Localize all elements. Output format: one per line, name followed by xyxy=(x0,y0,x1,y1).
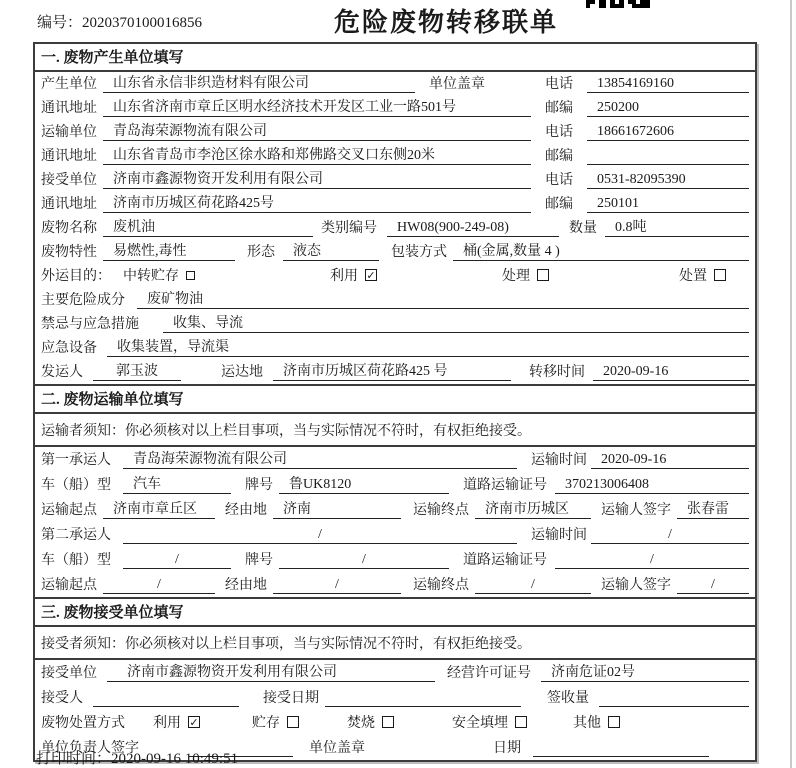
end2-label: 运输终点 xyxy=(413,578,469,593)
phone2-value: 18661672606 xyxy=(587,124,749,141)
sign2-label: 运输人签字 xyxy=(601,578,671,593)
row-receive-unit-s3 xyxy=(35,660,755,685)
packing-label: 包装方式 xyxy=(391,245,447,260)
via1-value: 济南 xyxy=(273,498,401,519)
disposal-option-landfill xyxy=(452,712,527,732)
receive-unit-label: 接受单位 xyxy=(41,173,97,188)
form-value: 液态 xyxy=(283,240,379,261)
disposal-option-other xyxy=(573,712,620,732)
sign-qty-label: 签收量 xyxy=(547,691,589,706)
row-waste-name xyxy=(35,216,755,240)
section1-header: 一. 废物产生单位填写 xyxy=(35,44,755,72)
equipment-value: 收集装置，导流渠 xyxy=(107,336,749,357)
row-addr1 xyxy=(35,96,755,120)
origin1-label: 运输起点 xyxy=(41,503,97,518)
taboo-label: 禁忌与应急措施 xyxy=(41,317,139,332)
carrier2-value: / xyxy=(123,527,517,544)
phone3-label: 电话 xyxy=(545,173,573,188)
receiver-value xyxy=(93,690,239,707)
phone1-label: 电话 xyxy=(545,77,573,92)
end1-label: 运输终点 xyxy=(413,503,469,518)
zip1-value: 250200 xyxy=(587,100,749,117)
row-receiver xyxy=(35,685,755,710)
quantity-label: 数量 xyxy=(569,221,597,236)
row-transport-unit xyxy=(35,120,755,144)
row-route2 xyxy=(35,572,755,597)
sign2-value: / xyxy=(677,577,749,594)
license1-label: 道路运输证号 xyxy=(463,478,547,493)
purpose-option-dispose xyxy=(679,265,726,285)
dest-label: 运达地 xyxy=(221,365,263,380)
time1-value: 2020-09-16 xyxy=(591,452,749,469)
section3-notice: 接受者须知：你必须核对以上栏目事项，当与实际情况不符时，有权拒绝接受。 xyxy=(35,627,755,660)
dest-value: 济南市历城区荷花路425 号 xyxy=(273,360,511,381)
document-number xyxy=(37,11,202,32)
sign-qty-value xyxy=(599,690,749,707)
plate2-label: 牌号 xyxy=(245,553,273,568)
vehicle2-label: 车（船）型 xyxy=(41,553,111,568)
checkbox-label: 处理 xyxy=(502,269,530,284)
via2-value: / xyxy=(273,577,401,594)
end2-value: / xyxy=(475,577,591,594)
zip2-label: 邮编 xyxy=(545,149,573,164)
purpose-option-use xyxy=(330,265,377,285)
equipment-label: 应急设备 xyxy=(41,341,97,356)
phone2-label: 电话 xyxy=(545,125,573,140)
transport-unit-label: 运输单位 xyxy=(41,125,97,140)
checkbox-icon: ✓ xyxy=(189,716,199,729)
plate2-value: / xyxy=(279,552,449,569)
form-label: 形态 xyxy=(247,245,275,260)
sign1-label: 运输人签字 xyxy=(601,503,671,518)
page-edge-line xyxy=(790,0,792,768)
purpose-label: 外运目的： xyxy=(41,269,111,284)
end1-value: 济南市历城区 xyxy=(475,498,591,519)
row-waste-character xyxy=(35,240,755,264)
hazard-label: 主要危险成分 xyxy=(41,293,125,308)
section2-notice: 运输者须知：你必须核对以上栏目事项，当与实际情况不符时，有权拒绝接受。 xyxy=(35,414,755,447)
row-purpose xyxy=(35,264,755,288)
carrier1-label: 第一承运人 xyxy=(41,453,111,468)
character-label: 废物特性 xyxy=(41,245,97,260)
waste-name-value: 废机油 xyxy=(103,216,313,237)
carrier1-value: 青岛海荣源物流有限公司 xyxy=(123,448,517,469)
checkbox-icon xyxy=(287,716,299,728)
origin1-value: 济南市章丘区 xyxy=(103,498,215,519)
checkbox-icon: ✓ xyxy=(366,269,376,282)
page-title: 危险废物转移联单 xyxy=(334,8,559,37)
row-receive-unit xyxy=(35,168,755,192)
via2-label: 经由地 xyxy=(225,578,267,593)
zip1-label: 邮编 xyxy=(545,101,573,116)
purpose-option-treat xyxy=(502,265,549,285)
addr1-label: 通讯地址 xyxy=(41,101,97,116)
disposal-label: 废物处置方式 xyxy=(41,716,125,731)
checkbox-icon xyxy=(382,716,394,728)
receive-unit-value: 济南市鑫源物资开发利用有限公司 xyxy=(107,661,435,682)
taboo-value: 收集、导流 xyxy=(163,312,749,333)
transfer-form xyxy=(33,42,757,762)
row-route1 xyxy=(35,497,755,522)
print-time xyxy=(36,747,238,768)
vehicle1-value: 汽车 xyxy=(123,473,231,494)
zip3-value: 250101 xyxy=(587,196,749,213)
phone3-value: 0531-82095390 xyxy=(587,172,749,189)
checkbox-label: 安全填埋 xyxy=(452,716,508,731)
character-value: 易燃性,毒性 xyxy=(103,240,235,261)
category-label: 类别编号 xyxy=(321,221,377,236)
origin2-label: 运输起点 xyxy=(41,578,97,593)
permit-label: 经营许可证号 xyxy=(447,666,531,681)
hazard-value: 废矿物油 xyxy=(137,288,749,309)
receive-date-value xyxy=(325,690,521,707)
unit-seal-label: 单位盖章 xyxy=(429,77,485,92)
row-carrier1 xyxy=(35,447,755,472)
receive-unit-value: 济南市鑫源物资开发利用有限公司 xyxy=(103,168,531,189)
plate1-value: 鲁UK8120 xyxy=(279,473,449,494)
addr3-value: 济南市历城区荷花路425号 xyxy=(103,192,531,213)
transfer-time-value: 2020-09-16 xyxy=(593,364,749,381)
date-value xyxy=(533,740,709,757)
row-produce-unit xyxy=(35,72,755,96)
category-value: HW08(900-249-08) xyxy=(387,220,559,237)
print-time-label: 打印时间： xyxy=(36,751,112,767)
addr3-label: 通讯地址 xyxy=(41,197,97,212)
via1-label: 经由地 xyxy=(225,503,267,518)
checkbox-label: 贮存 xyxy=(252,716,280,731)
addr1-value: 山东省济南市章丘区明水经济技术开发区工业一路501号 xyxy=(103,96,531,117)
addr2-value: 山东省青岛市李沧区徐水路和郑佛路交叉口东侧20米 xyxy=(103,144,531,165)
unit-seal-label-s3: 单位盖章 xyxy=(309,741,365,756)
addr2-label: 通讯地址 xyxy=(41,149,97,164)
checkbox-label: 处置 xyxy=(679,269,707,284)
time1-label: 运输时间 xyxy=(531,453,587,468)
row-disposal xyxy=(35,710,755,735)
plate1-label: 牌号 xyxy=(245,478,273,493)
row-sender xyxy=(35,360,755,384)
checkbox-icon xyxy=(608,716,620,728)
checkbox-label: 其他 xyxy=(573,716,601,731)
sender-value: 郭玉波 xyxy=(93,360,181,381)
zip3-label: 邮编 xyxy=(545,197,573,212)
zip2-value xyxy=(587,148,749,165)
time2-value: / xyxy=(591,527,749,544)
license1-value: 370213006408 xyxy=(555,477,749,494)
produce-unit-value: 山东省永信非织造材料有限公司 xyxy=(103,72,415,93)
row-vehicle1 xyxy=(35,472,755,497)
license2-label: 道路运输证号 xyxy=(463,553,547,568)
disposal-option-use xyxy=(153,712,200,732)
qr-code-fragment xyxy=(586,0,650,9)
checkbox-icon xyxy=(537,269,549,281)
quantity-value: 0.8吨 xyxy=(605,216,749,237)
vehicle1-label: 车（船）型 xyxy=(41,478,111,493)
sender-label: 发运人 xyxy=(41,365,83,380)
receive-date-label: 接受日期 xyxy=(263,691,319,706)
checkbox-label: 利用 xyxy=(330,269,358,284)
time2-label: 运输时间 xyxy=(531,528,587,543)
row-equipment xyxy=(35,336,755,360)
purpose-option-storage xyxy=(123,265,195,285)
origin2-value: / xyxy=(103,577,215,594)
checkbox-label: 焚烧 xyxy=(347,716,375,731)
row-addr2 xyxy=(35,144,755,168)
section3-header: 三. 废物接受单位填写 xyxy=(35,597,755,627)
row-taboo xyxy=(35,312,755,336)
waste-name-label: 废物名称 xyxy=(41,221,97,236)
checkbox-label: 中转贮存 xyxy=(123,269,179,284)
permit-value: 济南危证02号 xyxy=(541,661,749,682)
row-vehicle2 xyxy=(35,547,755,572)
disposal-option-burn xyxy=(347,712,394,732)
document-number-label: 编号： xyxy=(37,15,83,31)
checkbox-icon xyxy=(714,269,726,281)
row-addr3 xyxy=(35,192,755,216)
checkbox-icon xyxy=(515,716,527,728)
transport-unit-value: 青岛海荣源物流有限公司 xyxy=(103,120,531,141)
row-hazard xyxy=(35,288,755,312)
receive-unit-label: 接受单位 xyxy=(41,666,97,681)
produce-unit-label: 产生单位 xyxy=(41,77,97,92)
license2-value: / xyxy=(555,552,749,569)
checkbox-icon xyxy=(186,271,195,280)
date-label: 日期 xyxy=(493,741,521,756)
phone1-value: 13854169160 xyxy=(587,76,749,93)
transfer-time-label: 转移时间 xyxy=(529,365,585,380)
receiver-label: 接受人 xyxy=(41,691,83,706)
row-carrier2 xyxy=(35,522,755,547)
disposal-option-storage xyxy=(252,712,299,732)
manager-sign-label: 单位负责人签字 xyxy=(41,741,139,756)
print-time-value: 2020-09-16 10:49:51 xyxy=(111,751,239,767)
checkbox-label: 利用 xyxy=(153,716,181,731)
carrier2-label: 第二承运人 xyxy=(41,528,111,543)
section2-header: 二. 废物运输单位填写 xyxy=(35,384,755,414)
sign1-value: 张春雷 xyxy=(677,498,749,519)
document-number-value: 2020370100016856 xyxy=(82,15,203,31)
packing-value: 桶(金属,数量 4 ) xyxy=(453,240,749,261)
vehicle2-value: / xyxy=(123,552,231,569)
